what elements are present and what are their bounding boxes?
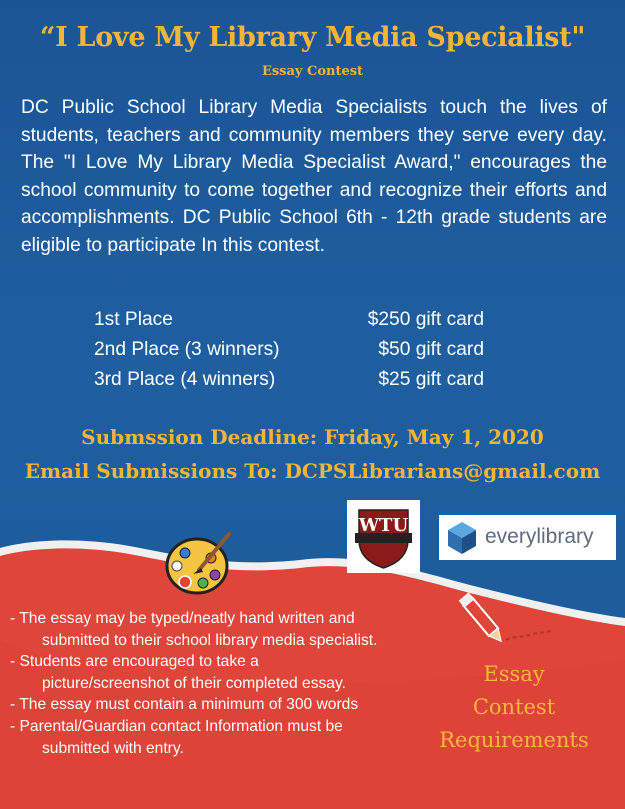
submission-deadline: Submssion Deadline: Friday, May 1, 2020 bbox=[81, 425, 544, 449]
paint-palette-icon bbox=[163, 528, 235, 598]
prize-place-3: 3rd Place (4 winners) bbox=[94, 369, 276, 390]
prize-place-1: 1st Place bbox=[94, 309, 173, 330]
requirement-item: - The essay may be typed/neatly hand written and submitted to their school library media specialist. bbox=[10, 610, 378, 649]
prize-place-2: 2nd Place (3 winners) bbox=[94, 339, 280, 360]
prize-amount-2: $50 gift card bbox=[378, 339, 484, 360]
wtu-logo-letters: WTU bbox=[358, 515, 409, 536]
flyer-title: “I Love My Library Media Specialist" bbox=[39, 22, 586, 53]
prize-amount-3: $25 gift card bbox=[378, 369, 484, 390]
requirements-list bbox=[10, 608, 377, 759]
prize-amount-1: $250 gift card bbox=[367, 309, 484, 330]
requirement-item: - Students are encouraged to take a picture/screenshot of their completed essay. bbox=[10, 653, 346, 692]
wtu-logo bbox=[347, 500, 420, 573]
everylibrary-cube-icon bbox=[445, 520, 479, 556]
flyer-subtitle: Essay Contest bbox=[261, 64, 364, 79]
everylibrary-logo bbox=[439, 515, 616, 560]
requirements-title: Essay Contest Requirements bbox=[439, 662, 589, 752]
requirement-item: - The essay must contain a minimum of 300 words bbox=[10, 696, 359, 714]
email-submissions: Email Submissions To: DCPSLibrarians@gmail.com bbox=[24, 459, 601, 483]
everylibrary-wordmark: everylibrary bbox=[485, 525, 594, 548]
intro-paragraph: DC Public School Library Media Specialists touch the lives of students, teachers and community members they serve every day. The "I Love My Library Media Specialist Award," encourages the school community to come together and recognize their efforts and accomplishments. DC Public School 6th - 12th grade students are eligible to participate In this contest. bbox=[21, 97, 607, 256]
pencil-icon bbox=[452, 592, 562, 652]
requirement-item: - Parental/Guardian contact Information must be submitted with entry. bbox=[10, 717, 343, 757]
